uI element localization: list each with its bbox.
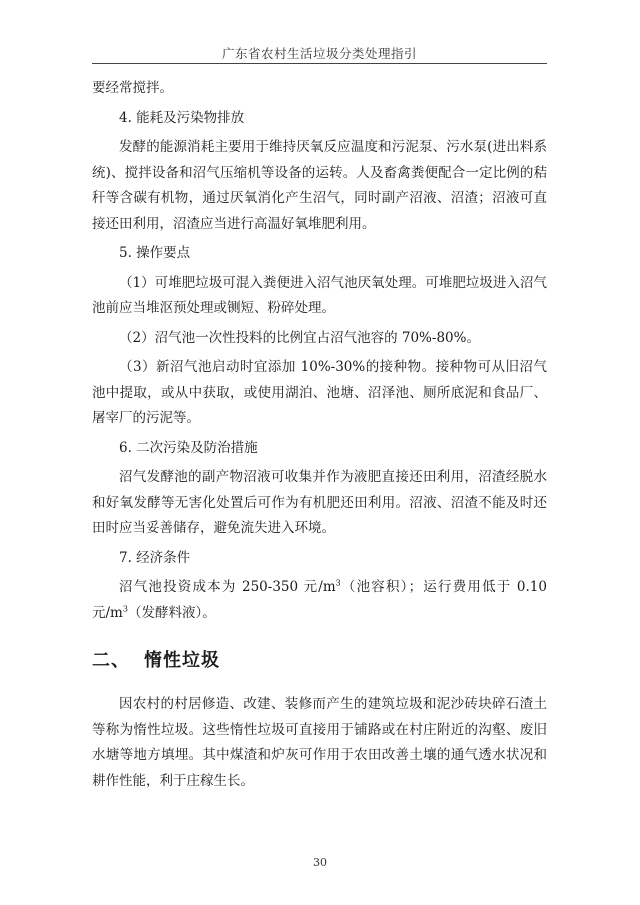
superscript: 3: [122, 604, 128, 613]
page-number: 30: [313, 856, 327, 869]
running-header: 广东省农村生活垃圾分类处理指引: [221, 46, 417, 61]
paragraph: （3）新沼气池启动时宜添加 10%-30%的接种物。接种物可从旧沼气池中提取，或从中获取，或使用湖泊、池塘、沼泽池、厕所底泥和食品厂、屠宰厂的污泥等。: [92, 359, 547, 426]
paragraph: （2）沼气池一次性投料的比例宜占沼气池容的 70%-80%。: [119, 329, 480, 346]
paragraph: 因农村的村居修造、改建、装修而产生的建筑垃圾和泥沙砖块碎石渣土等称为惰性垃圾。这些惰性垃圾可直接用于铺路或在村庄附近的沟壑、废旧水塘等地方填埋。其中煤渣和炉灰可作用于农田改善土壤的通气透水状况和耕作性能，利于庄稼生长。: [92, 696, 547, 789]
page-body: [92, 76, 547, 798]
paragraph: 沼气发酵池的副产物沼液可收集并作为液肥直接还田利用，沼渣经脱水和好氧发酵等无害化处置后可作为有机肥还田利用。沼液、沼渣不能及时还田时应当妥善储存，避免流失进入环境。: [92, 469, 547, 536]
superscript: 3: [335, 578, 341, 588]
chapter-number: 二、: [92, 650, 130, 671]
section-heading-7: 7. 经济条件: [119, 549, 191, 566]
header-rule: [92, 63, 547, 64]
text-run: （池容积）；运行费用低于 0.10 元/m: [92, 579, 547, 621]
paragraph-economics: [92, 575, 547, 626]
text-run: 沼气池投资成本为 250-350 元/m: [119, 579, 336, 595]
paragraph: （1）可堆肥垃圾可混入粪便进入沼气池厌氧处理。可堆肥垃圾进入沼气池前应当堆沤预处理或铡短、粉碎处理。: [92, 274, 547, 316]
paragraph: 发酵的能源消耗主要用于维持厌氧反应温度和污泥泵、污水泵(进出料系统)、搅拌设备和沼气压缩机等设备的运转。人及畜禽粪便配合一定比例的秸秆等含碳有机物，通过厌氧消化产生沼气，同时副产沼液、沼渣；沼液可直接还田利用，沼渣应当进行高温好氧堆肥利用。: [92, 139, 547, 232]
paragraph: 要经常搅拌。: [92, 80, 173, 96]
section-heading-6: 6. 二次污染及防治措施: [119, 439, 258, 456]
text-run: （发酵料液）。: [127, 604, 216, 621]
section-heading-5: 5. 操作要点: [119, 245, 191, 261]
chapter-heading: [92, 648, 547, 674]
section-heading-4: 4. 能耗及污染物排放: [119, 109, 245, 126]
chapter-title: 惰性垃圾: [144, 650, 220, 671]
